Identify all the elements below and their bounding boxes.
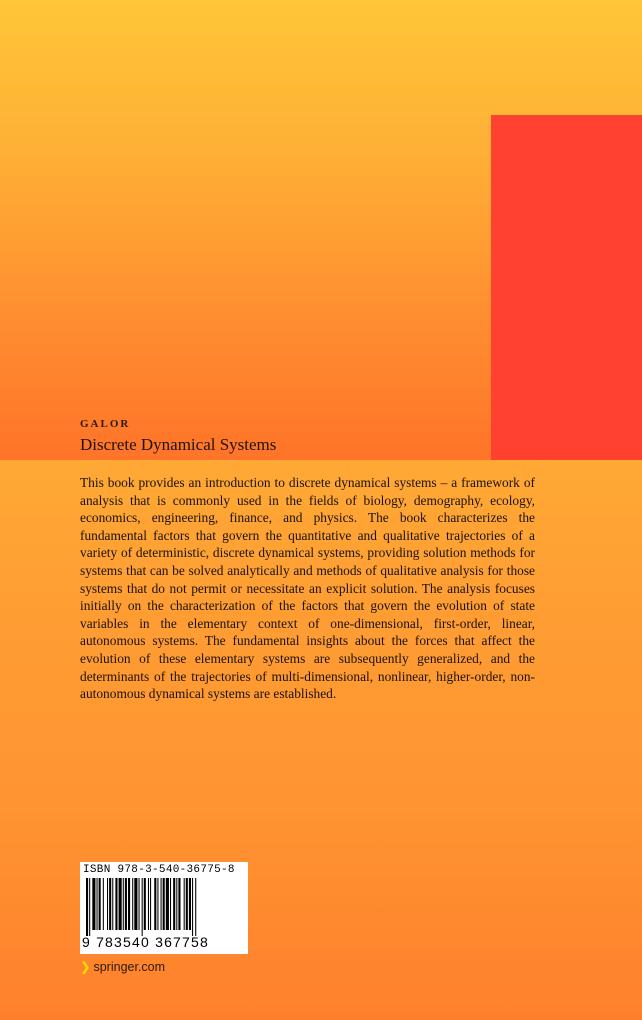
- barcode-bar: [192, 878, 193, 936]
- book-title: Discrete Dynamical Systems: [80, 435, 277, 454]
- barcode-bar: [142, 878, 143, 936]
- barcode-bar: [195, 878, 196, 936]
- barcode-bar: [86, 878, 88, 936]
- author-name: GALOR: [80, 418, 131, 430]
- barcode-bar: [148, 878, 149, 930]
- barcode-bar: [173, 878, 175, 930]
- barcode-bar: [176, 878, 177, 930]
- barcode-bar: [107, 878, 108, 930]
- publisher-site: springer.com: [93, 960, 166, 974]
- accent-block: [491, 115, 642, 460]
- barcode-bar: [170, 878, 171, 930]
- barcode-bar: [132, 878, 133, 930]
- barcode-bar: [134, 878, 137, 930]
- barcode-bar: [125, 878, 127, 930]
- springer-chevron-icon: ❯: [80, 960, 91, 974]
- barcode-bar: [115, 878, 117, 930]
- barcode-bar: [123, 878, 124, 930]
- barcode-bar: [150, 878, 151, 930]
- barcode-bar: [178, 878, 180, 930]
- barcode-bar: [103, 878, 104, 930]
- barcode-bar: [112, 878, 113, 930]
- barcode-bar: [144, 878, 146, 930]
- barcode-bar: [186, 878, 188, 930]
- isbn-label: ISBN 978-3-540-36775-8: [83, 864, 235, 876]
- book-description: This book provides an introduction to discrete dynamical systems – a framework of analysis that is commonly used in the fields of biology, demography, ecology, economics, engineering, finance, and physics. The book characterizes the fundamental factors that govern the quantitative and qualitative trajectories of a variety of deterministic, discrete dynamical systems, providing solution methods for systems that can be solved analytically and methods of qualitative analysis for those systems that do not permit or necessitate an explicit solution. The analysis focuses initially on the characterization of the factors that govern the evolution of state variables in the elementary context of one-dimensional, first-order, linear, autonomous systems. The fundamental insights about the forces that affect the evolution of these elementary systems are subsequently generalized, and the determinants of the trajectories of multi-dimensional, nonlinear, higher-order, non-autonomous dynamical systems are established.: [80, 475, 535, 702]
- barcode-bar: [189, 878, 191, 930]
- barcode-bar: [184, 878, 185, 930]
- barcode-bar: [109, 878, 111, 930]
- barcode-bar: [161, 878, 162, 930]
- barcode-bar: [128, 878, 130, 930]
- barcode-bar: [157, 878, 158, 930]
- barcode-bar: [89, 878, 90, 936]
- barcode-bar: [97, 878, 98, 930]
- barcode-bar: [166, 878, 169, 930]
- barcode-bars: [86, 878, 242, 936]
- barcode-bar: [119, 878, 122, 930]
- isbn-barcode: [80, 862, 248, 954]
- publisher-link[interactable]: [80, 959, 165, 974]
- barcode-bar: [139, 878, 140, 930]
- barcode-bar: [154, 878, 156, 930]
- barcode-bar: [99, 878, 101, 930]
- barcode-bar: [163, 878, 165, 930]
- barcode-bar: [92, 878, 95, 930]
- barcode-digits: 9 783540 367758: [82, 934, 209, 950]
